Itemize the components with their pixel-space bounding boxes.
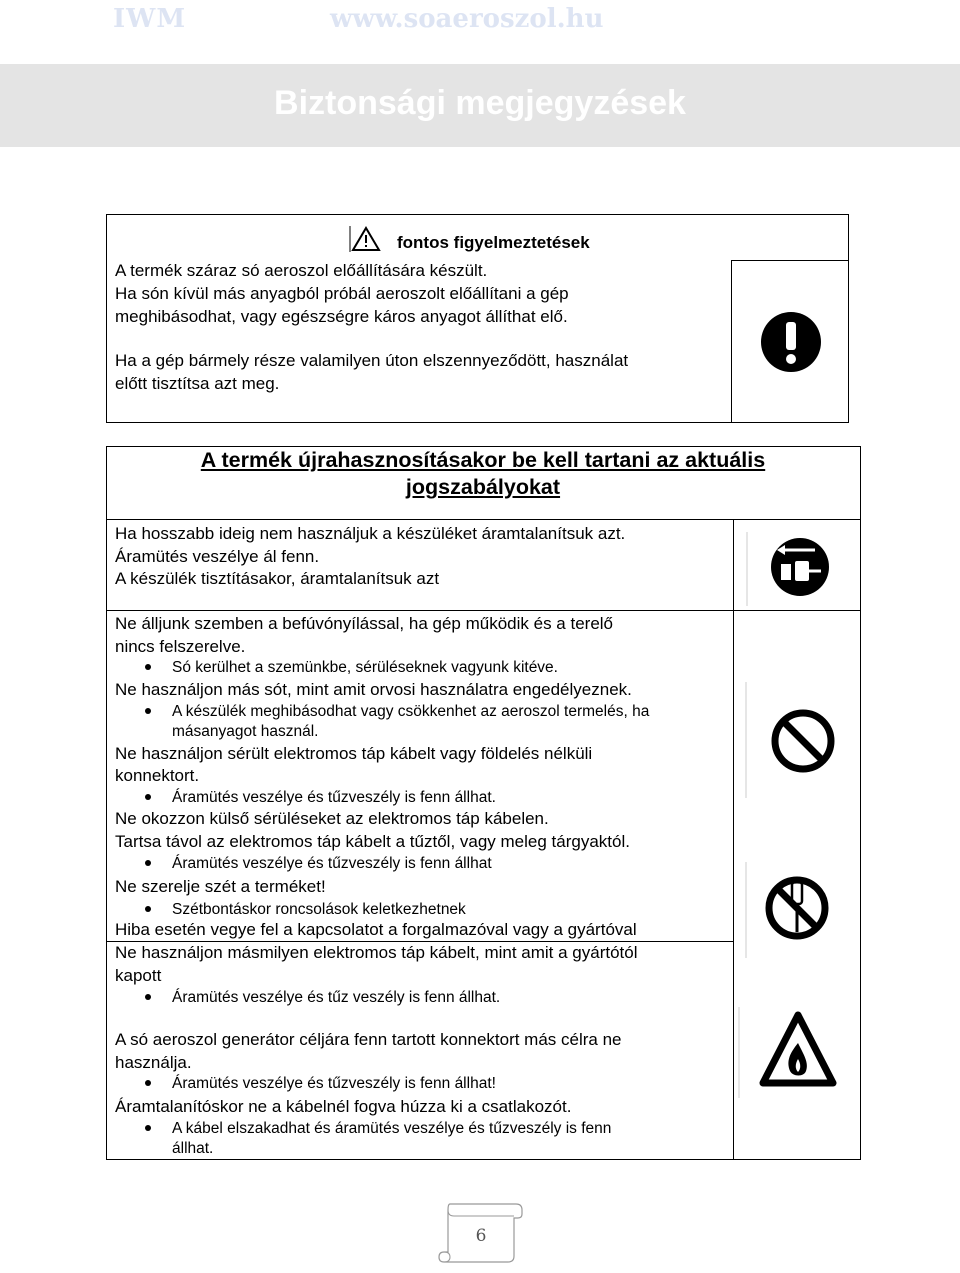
no-disassembly-icon xyxy=(745,860,845,960)
bullet-text: A készülék meghibásodhat vagy csökkenhet az aeroszol termelés, ha xyxy=(172,703,650,720)
rule-text: Tartsa távol az elektromos táp kábelt a tűztől, vagy meleg tárgyaktól. xyxy=(115,832,630,851)
rule-text: Ne szerelje szét a terméket! xyxy=(115,877,326,896)
bullet xyxy=(145,860,151,866)
unplug-line: Áramütés veszélye ál fenn. xyxy=(115,547,320,566)
rule-text: Ne használjon másmilyen elektromos táp kábelt, mint amit a gyártótól xyxy=(115,943,638,962)
warning-heading: fontos figyelmeztetések xyxy=(397,233,590,252)
warning-line: előtt tisztítsa azt meg. xyxy=(115,374,280,393)
bullet xyxy=(145,1080,151,1086)
mandatory-exclamation-icon xyxy=(748,296,838,386)
rule-text: Áramtalanítóskor ne a kábelnél fogva húzza ki a csatlakozót. xyxy=(115,1097,572,1116)
bullet-text: másanyagot használ. xyxy=(172,723,319,740)
page-number: 6 xyxy=(475,1226,487,1246)
bullet xyxy=(145,794,151,800)
bullet-text: Szétbontáskor roncsolások keletkezhetnek xyxy=(172,901,466,918)
header-url: www.soaeroszol.hu xyxy=(330,4,604,34)
unplug-line: Ha hosszabb ideig nem használjuk a készüléket áramtalanítsuk azt. xyxy=(115,524,626,543)
prohibited-icon xyxy=(745,680,845,800)
warning-line: Ha són kívül más anyagból próbál aeroszolt előállítani a gép xyxy=(115,284,569,303)
title-band xyxy=(0,64,960,147)
recycle-heading: jogszabályokat xyxy=(405,475,561,499)
rule-text: konnektort. xyxy=(115,766,200,785)
bullet-text: Áramütés veszélye és tűzveszély is fenn állhat. xyxy=(172,789,496,806)
header-brand: IWM xyxy=(113,4,187,34)
rule-text: kapott xyxy=(115,966,162,985)
unplug-line: A készülék tisztításakor, áramtalanítsuk azt xyxy=(115,569,440,588)
page-title: Biztonsági megjegyzések xyxy=(274,84,686,122)
warning-triangle-icon xyxy=(348,225,384,253)
bullet-text: Só kerülhet a szemünkbe, sérüléseknek vagyunk kitéve. xyxy=(172,659,558,676)
bullet xyxy=(145,1125,151,1131)
page-number-scroll xyxy=(436,1196,526,1268)
warning-line: A termék száraz só aeroszol előállítására készült. xyxy=(115,261,488,280)
rule-text: A só aeroszol generátor céljára fenn tartott konnektort más célra ne xyxy=(115,1030,622,1049)
bullet-text: állhat. xyxy=(172,1140,214,1157)
bullet xyxy=(145,708,151,714)
recycle-heading: A termék újrahasznosításakor be kell tartani az aktuális xyxy=(200,448,766,472)
bullet xyxy=(145,664,151,670)
rule-text: Hiba esetén vegye fel a kapcsolatot a forgalmazóval vagy a gyártóval xyxy=(115,920,637,939)
rule-text: Ne álljunk szemben a befúvónyílással, ha gép működik és a terelő xyxy=(115,614,614,633)
unplug-icon xyxy=(743,530,833,608)
bullet-text: Áramütés veszélye és tűz veszély is fenn állhat. xyxy=(172,989,501,1006)
bullet-text: A kábel elszakadhat és áramütés veszélye és tűzveszély is fenn xyxy=(172,1120,612,1137)
rule-text: Ne okozzon külső sérüléseket az elektromos táp kábelen. xyxy=(115,809,549,828)
rule-text: Ne használjon sérült elektromos táp kábelt vagy földelés nélküli xyxy=(115,744,593,763)
fire-hazard-icon xyxy=(738,1005,838,1100)
bullet-text: Áramütés veszélye és tűzveszély is fenn állhat! xyxy=(172,1075,496,1092)
bullet xyxy=(145,994,151,1000)
bullet-text: Áramütés veszélye és tűzveszély is fenn állhat xyxy=(172,855,492,872)
warning-line: meghibásodhat, vagy egészségre káros anyagot állíthat elő. xyxy=(115,307,568,326)
bullet xyxy=(145,906,151,912)
warning-line: Ha a gép bármely része valamilyen úton elszennyeződött, használat xyxy=(115,351,629,370)
rule-text: Ne használjon más sót, mint amit orvosi használatra engedélyeznek. xyxy=(115,680,632,699)
rule-text: nincs felszerelve. xyxy=(115,637,246,656)
rule-text: használja. xyxy=(115,1053,192,1072)
